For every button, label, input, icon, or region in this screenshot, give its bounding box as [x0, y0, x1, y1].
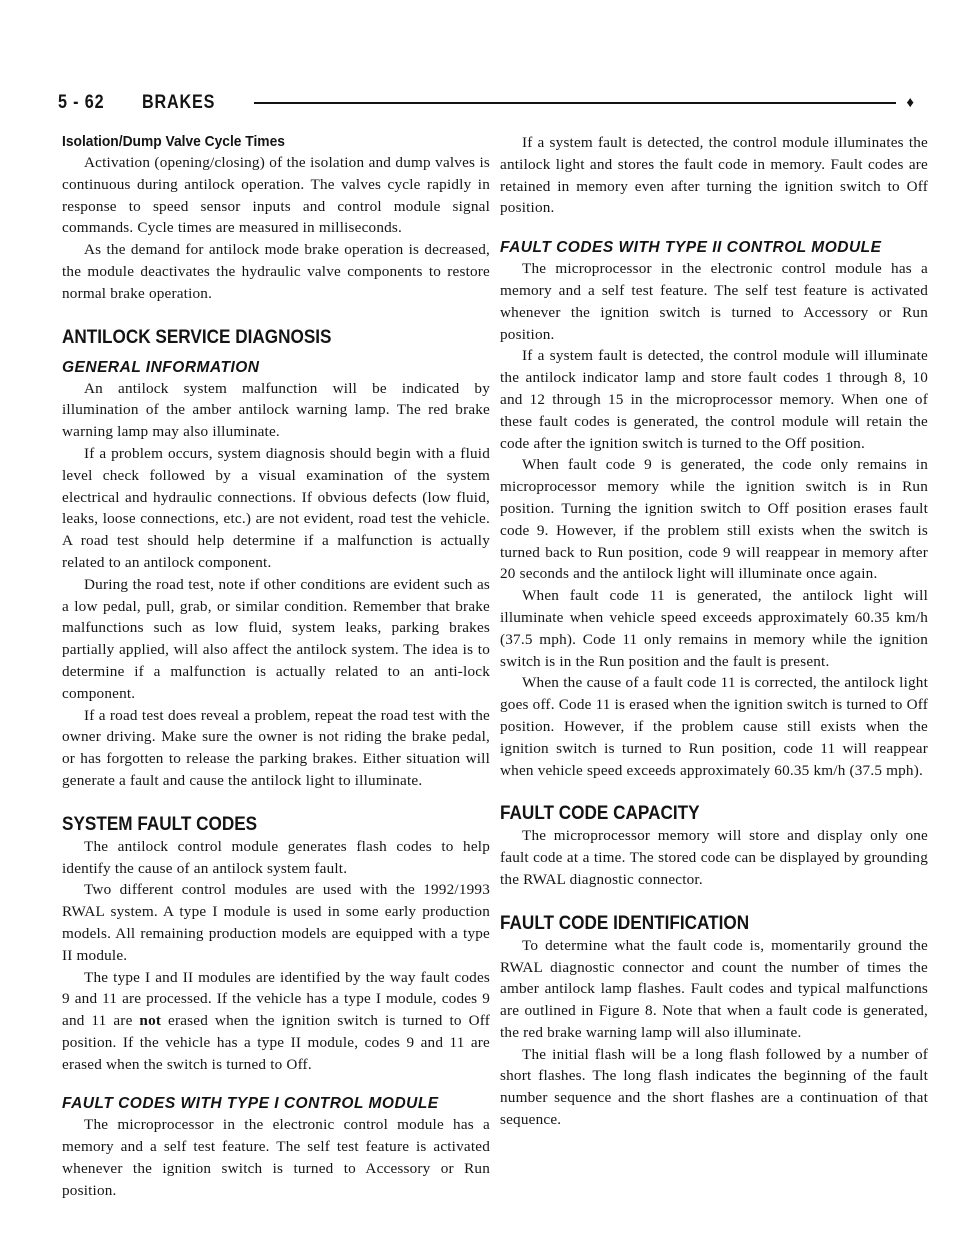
text-run: The type I and II modules are identified by the way fault codes 9 and 11 are processed. If the vehicle has a type I module, codes 9 and 11 are [62, 968, 490, 1030]
paragraph: If a system fault is detected, the control module illuminates the antilock light and stores the fault code in memory. Fault codes are retained in memory even after turning the ignition switch to Off position. [500, 134, 928, 217]
paragraph: The microprocessor in the electronic control module has a memory and a self test feature. The self test feature is activated whenever the ignition switch is turned to Accessory or Run position. [500, 260, 928, 343]
heading-general-information: GENERAL INFORMATION [62, 358, 260, 376]
paragraph: The antilock control module generates flash codes to help identify the cause of an antilock system fault. [62, 837, 490, 877]
paragraph: To determine what the fault code is, momentarily ground the RWAL diagnostic connector and count the number of times the amber antilock lamp flashes. Fault codes and typical malfunctions are outlined in Figure 8. Note that when a fault code is generated, the red brake warning lamp will also illuminate. [500, 936, 928, 1041]
text-run: erased when the ignition switch is turned to Off position. If the vehicle has a type II module, codes 9 and 11 are erased when the switch is turned to Off. [62, 1012, 490, 1073]
left-column [62, 132, 490, 1202]
heading-fault-code-capacity: FAULT CODE CAPACITY [500, 802, 700, 825]
paragraph: When the cause of a fault code 11 is corrected, the antilock light goes off. Code 11 is erased when the ignition switch is turned to Off position. However, if the problem cause still exists when the ignition switch is turned to Run position, code 11 will reappear when vehicle speed exceeds approximately 60.35 km/h (37.5 mph). [500, 674, 928, 779]
paragraph: Activation (opening/closing) of the isolation and dump valves is continuous during antilock operation. The valves cycle rapidly in response to speed sensor inputs and control module signal commands. Cycle times are measured in milliseconds. [62, 154, 490, 237]
paragraph: The microprocessor memory will store and display only one fault code at a time. The stored code can be displayed by grounding the RWAL diagnostic connector. [500, 827, 928, 888]
paragraph: An antilock system malfunction will be indicated by illumination of the amber antilock warning lamp. The red brake warning lamp may also illuminate. [62, 379, 490, 441]
diamond-icon: ♦ [906, 94, 914, 111]
page-number: 5 - 62 [58, 92, 105, 113]
section-title: BRAKES [142, 92, 216, 113]
paragraph: Two different control modules are used with the 1992/1993 RWAL system. A type I module is used in some early production models. All remaining production models are equipped with a type II module. [62, 881, 490, 964]
paragraph: If a problem occurs, system diagnosis should begin with a fluid level check followed by a visual examination of the system electrical and hydraulic connections. If obvious defects (low fluid, leaks, loose connections, etc.) are not evident, road test the vehicle. A road test should help determine if a malfunction is actually related to an antilock component. [62, 444, 490, 571]
heading-fault-codes-type-1: FAULT CODES WITH TYPE I CONTROL MODULE [62, 1095, 439, 1113]
heading-system-fault-codes: SYSTEM FAULT CODES [62, 812, 258, 835]
heading-fault-code-identification: FAULT CODE IDENTIFICATION [500, 911, 750, 934]
paragraph: The initial flash will be a long flash followed by a number of short flashes. The long flash indicates the beginning of the fault number sequence and the short flashes are a continuation of that sequence. [500, 1045, 928, 1129]
right-column [500, 132, 928, 1131]
paragraph: If a system fault is detected, the control module will illuminate the antilock indicator lamp and store fault codes 1 through 8, 10 and 12 through 15 in the microprocessor memory. When one of these fault codes is generated, the control module will retain the code after the ignition switch is turned to the Off position. [500, 347, 928, 452]
paragraph: As the demand for antilock mode brake operation is decreased, the module deactivates the hydraulic valve components to restore normal brake operation. [62, 241, 490, 302]
paragraph: If a road test does reveal a problem, repeat the road test with the owner driving. Make sure the owner is not riding the brake pedal, or has forgotten to release the parking brakes. Either situation will generate a fault and cause the antilock light to illuminate. [62, 706, 490, 789]
heading-isolation-dump: Isolation/Dump Valve Cycle Times [62, 133, 285, 150]
emphasis-not: not [139, 1012, 162, 1030]
paragraph: The microprocessor in the electronic control module has a memory and a self test feature. The self test feature is activated whenever the ignition switch is turned to Accessory or Run position. [62, 1116, 490, 1199]
heading-fault-codes-type-2: FAULT CODES WITH TYPE II CONTROL MODULE [500, 239, 882, 257]
paragraph-type-identification [62, 967, 490, 1076]
page-header [58, 90, 914, 116]
paragraph: During the road test, note if other conditions are evident such as a low pedal, pull, grab, or similar condition. Remember that brake malfunctions such as low fluid, system leaks, parking brakes partially applied, will also affect the antilock system. The idea is to determine if a malfunction is actually related to an anti-lock component. [62, 575, 490, 702]
header-rule [254, 102, 896, 104]
paragraph: When fault code 9 is generated, the code only remains in microprocessor memory while the ignition switch is in Run position. Turning the ignition switch to Off position erases fault code 9. However, if the problem still exists when the switch is turned back to Run position, code 9 will reappear in memory after 20 seconds and the antilock light will illuminate once again. [500, 456, 928, 583]
heading-antilock-service-diagnosis: ANTILOCK SERVICE DIAGNOSIS [62, 325, 332, 348]
paragraph: When fault code 11 is generated, the antilock light will illuminate when vehicle speed exceeds approximately 60.35 km/h (37.5 mph). Code 11 only remains in memory while the ignition switch is in the Run position and the fault is present. [500, 587, 928, 670]
